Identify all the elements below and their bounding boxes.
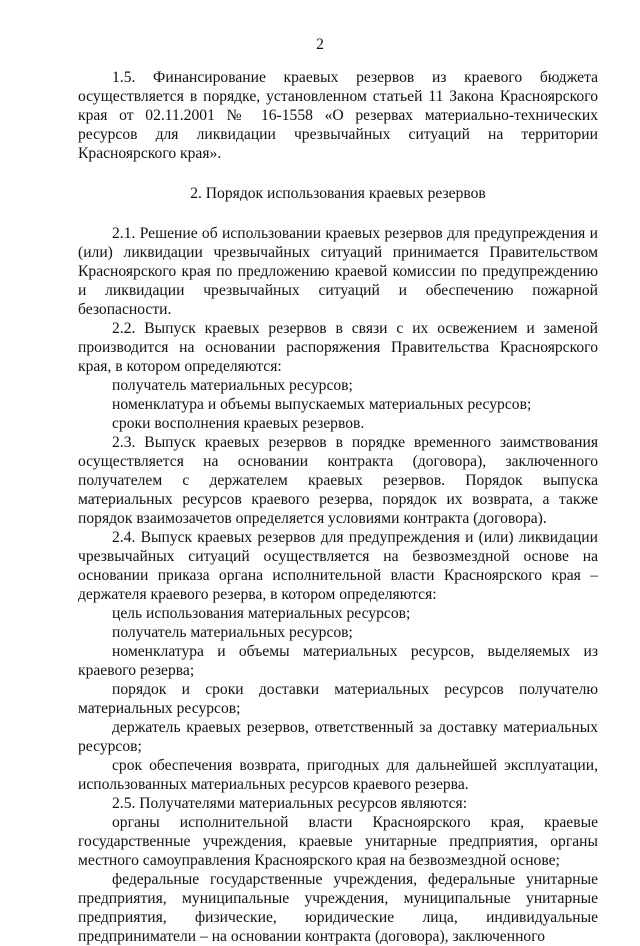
paragraph-2-3: 2.3. Выпуск краевых резервов в порядке временного заимствования осуществляется на основании контракта (договора), заключенного получателем с держателем краевых резервов. Порядок выпуска материальных ресурсов краевого резерва, порядок их возврата, а также порядок взаимозачетов определяется условиями контракта (договора). — [78, 434, 598, 527]
paragraph-2-4-nomenclature: номенклатура и объемы материальных ресурсов, выделяемых из краевого резерва; — [78, 643, 598, 679]
paragraph-2-4-recipient: получатель материальных ресурсов; — [112, 624, 353, 641]
paragraph-1-5: 1.5. Финансирование краевых резервов из краевого бюджета осуществляется в порядке, установленном статьей 11 Закона Красноярского края от 02.11.2001 № 16-1558 «О резервах материально-технических ресурсов для ликвидации чрезвычайных ситуаций на территории Красноярского края». — [78, 69, 598, 162]
paragraph-2-1: 2.1. Решение об использовании краевых резервов для предупреждения и (или) ликвидации чрезвычайных ситуаций принимается Правительством Красноярского края по предложению краевой комиссии по предупреждению и ликвидации чрезвычайных ситуаций и обеспечению пожарной безопасности. — [78, 225, 598, 318]
page-number: 2 — [316, 36, 324, 53]
document-body — [78, 68, 598, 946]
paragraph-2-2-terms: сроки восполнения краевых резервов. — [112, 415, 365, 432]
paragraph-2-4-return: срок обеспечения возврата, пригодных для дальнейшей эксплуатации, использованных материальных ресурсов краевого резерва. — [78, 757, 598, 793]
paragraph-2-2-nomenclature: номенклатура и объемы выпускаемых материальных ресурсов; — [112, 396, 532, 413]
paragraph-2-4-purpose: цель использования материальных ресурсов; — [112, 605, 411, 622]
paragraph-2-2: 2.2. Выпуск краевых резервов в связи с их освежением и заменой производится на основании распоряжения Правительства Красноярского края, в котором определяются: — [78, 320, 598, 375]
paragraph-2-4: 2.4. Выпуск краевых резервов для предупреждения и (или) ликвидации чрезвычайных ситуаций осуществляется на безвозмездной основе на основании приказа органа исполнительной власти Красноярского края – держателя краевого резерва, в котором определяются: — [78, 529, 598, 603]
section-heading: 2. Порядок использования краевых резервов — [190, 185, 486, 202]
paragraph-2-5-federal: федеральные государственные учреждения, федеральные унитарные предприятия, муниципальные учреждения, муниципальные унитарные предприятия, физические, юридические лица, индивидуальные предприниматели – на основании контракта (договора), заключенного — [78, 871, 598, 945]
paragraph-2-5: 2.5. Получателями материальных ресурсов являются: — [112, 795, 468, 812]
paragraph-2-2-recipient: получатель материальных ресурсов; — [112, 377, 353, 394]
paragraph-2-4-delivery: порядок и сроки доставки материальных ресурсов получателю материальных ресурсов; — [78, 681, 598, 717]
paragraph-2-5-regional: органы исполнительной власти Красноярского края, краевые государственные учреждения, краевые унитарные предприятия, органы местного самоуправления Красноярского края на безвозмездной основе; — [78, 814, 598, 869]
paragraph-2-4-holder: держатель краевых резервов, ответственный за доставку материальных ресурсов; — [78, 719, 598, 755]
